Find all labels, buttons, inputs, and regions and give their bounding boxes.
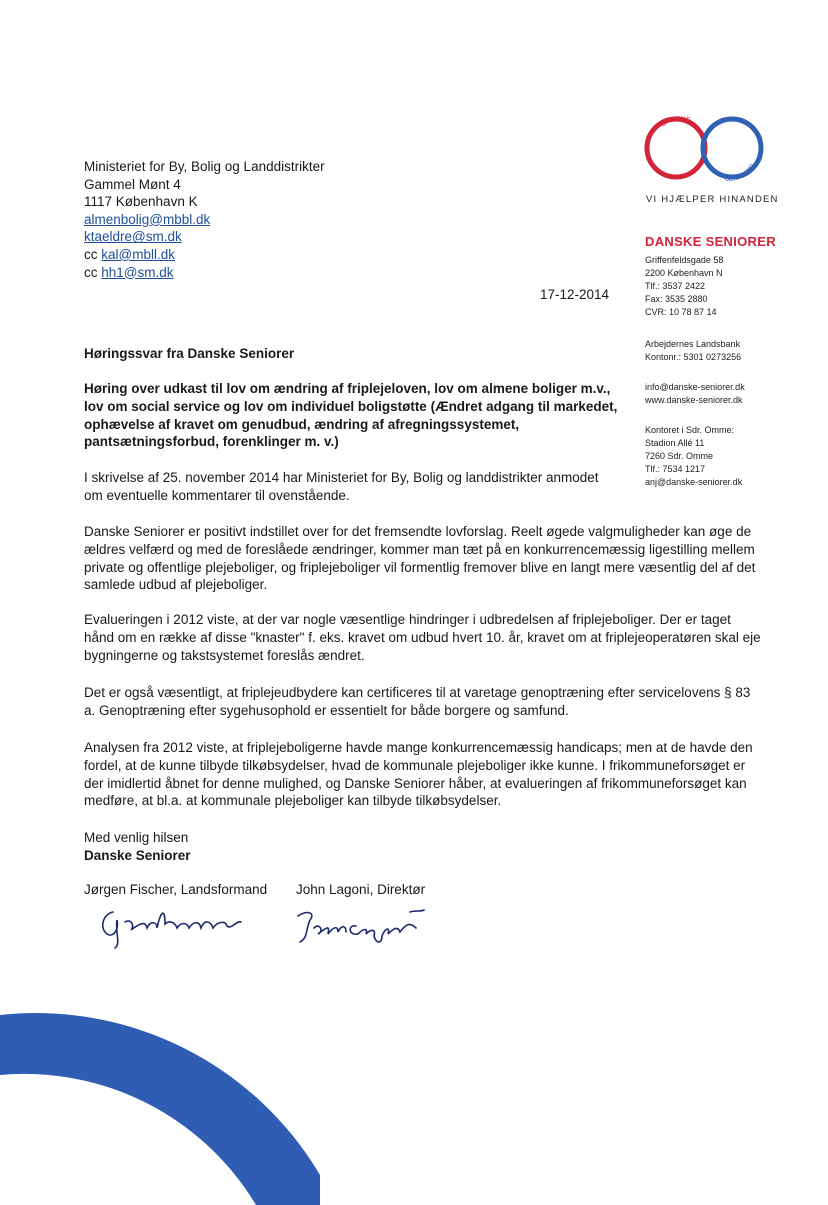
logo-tagline: VI HJÆLPER HINANDEN bbox=[646, 194, 779, 205]
sender-address bbox=[645, 254, 723, 319]
cc-email-link[interactable]: kal@mbll.dk bbox=[101, 246, 175, 262]
bank-line: Arbejdernes Landsbank bbox=[645, 339, 741, 349]
closing-organization: Danske Seniorer bbox=[84, 848, 191, 863]
sender-address-line: CVR: 10 78 87 14 bbox=[645, 307, 717, 317]
signature-fischer bbox=[95, 900, 255, 950]
sender-email[interactable]: info@danske-seniorer.dk bbox=[645, 382, 745, 392]
paragraph-4: Det er også væsentligt, at friplejeudbydere kan certificeres til at varetage genoptræning efter servicelovens § 83 a. Genoptræning efter sygehusophold er essentielt for både borgere og samfund. bbox=[84, 685, 751, 718]
bank-line: Kontonr.: 5301 0273256 bbox=[645, 352, 742, 362]
recipient-line: Ministeriet for By, Bolig og Landdistrikter bbox=[84, 159, 325, 174]
letter-heading: Høringssvar fra Danske Seniorer bbox=[84, 346, 295, 361]
office-email[interactable]: anj@danske-seniorer.dk bbox=[645, 477, 743, 487]
logo-bottom-text: SENIORER bbox=[723, 163, 757, 183]
danske-seniorer-logo bbox=[636, 112, 766, 197]
logo-top-text: DANSKE bbox=[659, 115, 692, 129]
sender-address-line: 2200 København N bbox=[645, 268, 723, 278]
office-line: Tlf.: 7534 1217 bbox=[645, 464, 706, 474]
signature-lagoni bbox=[292, 898, 442, 948]
letter-subject: Høring over udkast til lov om ændring af friplejeloven, lov om almene boliger m.v., lov om social service og lov om individuel boligstøtte (Ændret adgang til markedet, ophævelse af kravet om genudbud, ændring af afregningssystemet, pantsætningsforbud, forenklinger m. v.) bbox=[84, 381, 618, 450]
office-line: 7260 Sdr. Omme bbox=[645, 451, 714, 461]
office-line: Stadion Allé 11 bbox=[645, 438, 705, 448]
email-link[interactable]: ktaeldre@sm.dk bbox=[84, 229, 182, 245]
recipient-address bbox=[84, 158, 325, 281]
paragraph-3: Evalueringen i 2012 viste, at der var nogle væsentlige hindringer i udbredelsen af friplejeboliger. Der er taget hånd om en række af disse "knaster" f. eks. kravet om udbud hvert 10. år, kravet om at friplejeoperatøren skal eje bygningerne og takstsystemet foreslås ændret. bbox=[84, 612, 761, 663]
sender-address-line: Griffenfeldsgade 58 bbox=[645, 255, 724, 265]
signer-1: Jørgen Fischer, Landsformand bbox=[84, 882, 268, 897]
recipient-line: Gammel Mønt 4 bbox=[84, 176, 181, 192]
paragraph-2: Danske Seniorer er positivt indstillet over for det fremsendte lovforslag. Reelt øgede valgmuligheder kan øge de ældres velfærd og med de foreslåede ændringer, kommer man tæt på en konkurrencemæssig ligestilling mellem private og offentlige plejeboliger, og friplejeboliger vil formentlig fremover blive en langt mere væsentlig del af det samlede udbud af plejeboliger. bbox=[84, 524, 756, 593]
office-line: Kontoret i Sdr. Omme: bbox=[645, 425, 735, 435]
cc-email-link[interactable]: hh1@sm.dk bbox=[101, 264, 174, 280]
letter-date: 17-12-2014 bbox=[540, 287, 610, 302]
cc-label: cc bbox=[84, 264, 98, 280]
recipient-line: 1117 København K bbox=[84, 194, 198, 210]
decorative-blue-arc bbox=[0, 945, 360, 1205]
sender-website[interactable]: www.danske-seniorer.dk bbox=[645, 395, 743, 405]
sender-address-line: Tlf.: 3537 2422 bbox=[645, 281, 706, 291]
paragraph-5: Analysen fra 2012 viste, at friplejeboligerne havde mange konkurrencemæssig handicaps; men at de havde den fordel, at de kunne tilbyde tilkøbsydelser, hvad de kommunale plejeboliger ikke kunne. I frikommuneforsøget er der imidlertid åbnet for denne mulighed, og Danske Seniorer håber, at evalueringen af frikommuneforsøget kan medføre, at bl.a. at kommunale plejeboliger kan tilbyde tilkøbsydelser. bbox=[84, 740, 753, 809]
email-link[interactable]: almenbolig@mbbl.dk bbox=[84, 211, 211, 227]
sender-office bbox=[645, 424, 742, 489]
sender-address-line: Fax: 3535 2880 bbox=[645, 294, 708, 304]
sender-web bbox=[645, 381, 745, 407]
red-ring bbox=[647, 119, 705, 177]
paragraph-1: I skrivelse af 25. november 2014 har Ministeriet for By, Bolig og landdistrikter anmodet om eventuelle kommentarer til ovenstående. bbox=[84, 470, 599, 503]
sender-name: DANSKE SENIORER bbox=[645, 234, 776, 249]
closing: Med venlig hilsen bbox=[84, 830, 189, 845]
logo-rings bbox=[636, 112, 766, 192]
cc-label: cc bbox=[84, 246, 98, 262]
signer-2: John Lagoni, Direktør bbox=[296, 882, 426, 897]
